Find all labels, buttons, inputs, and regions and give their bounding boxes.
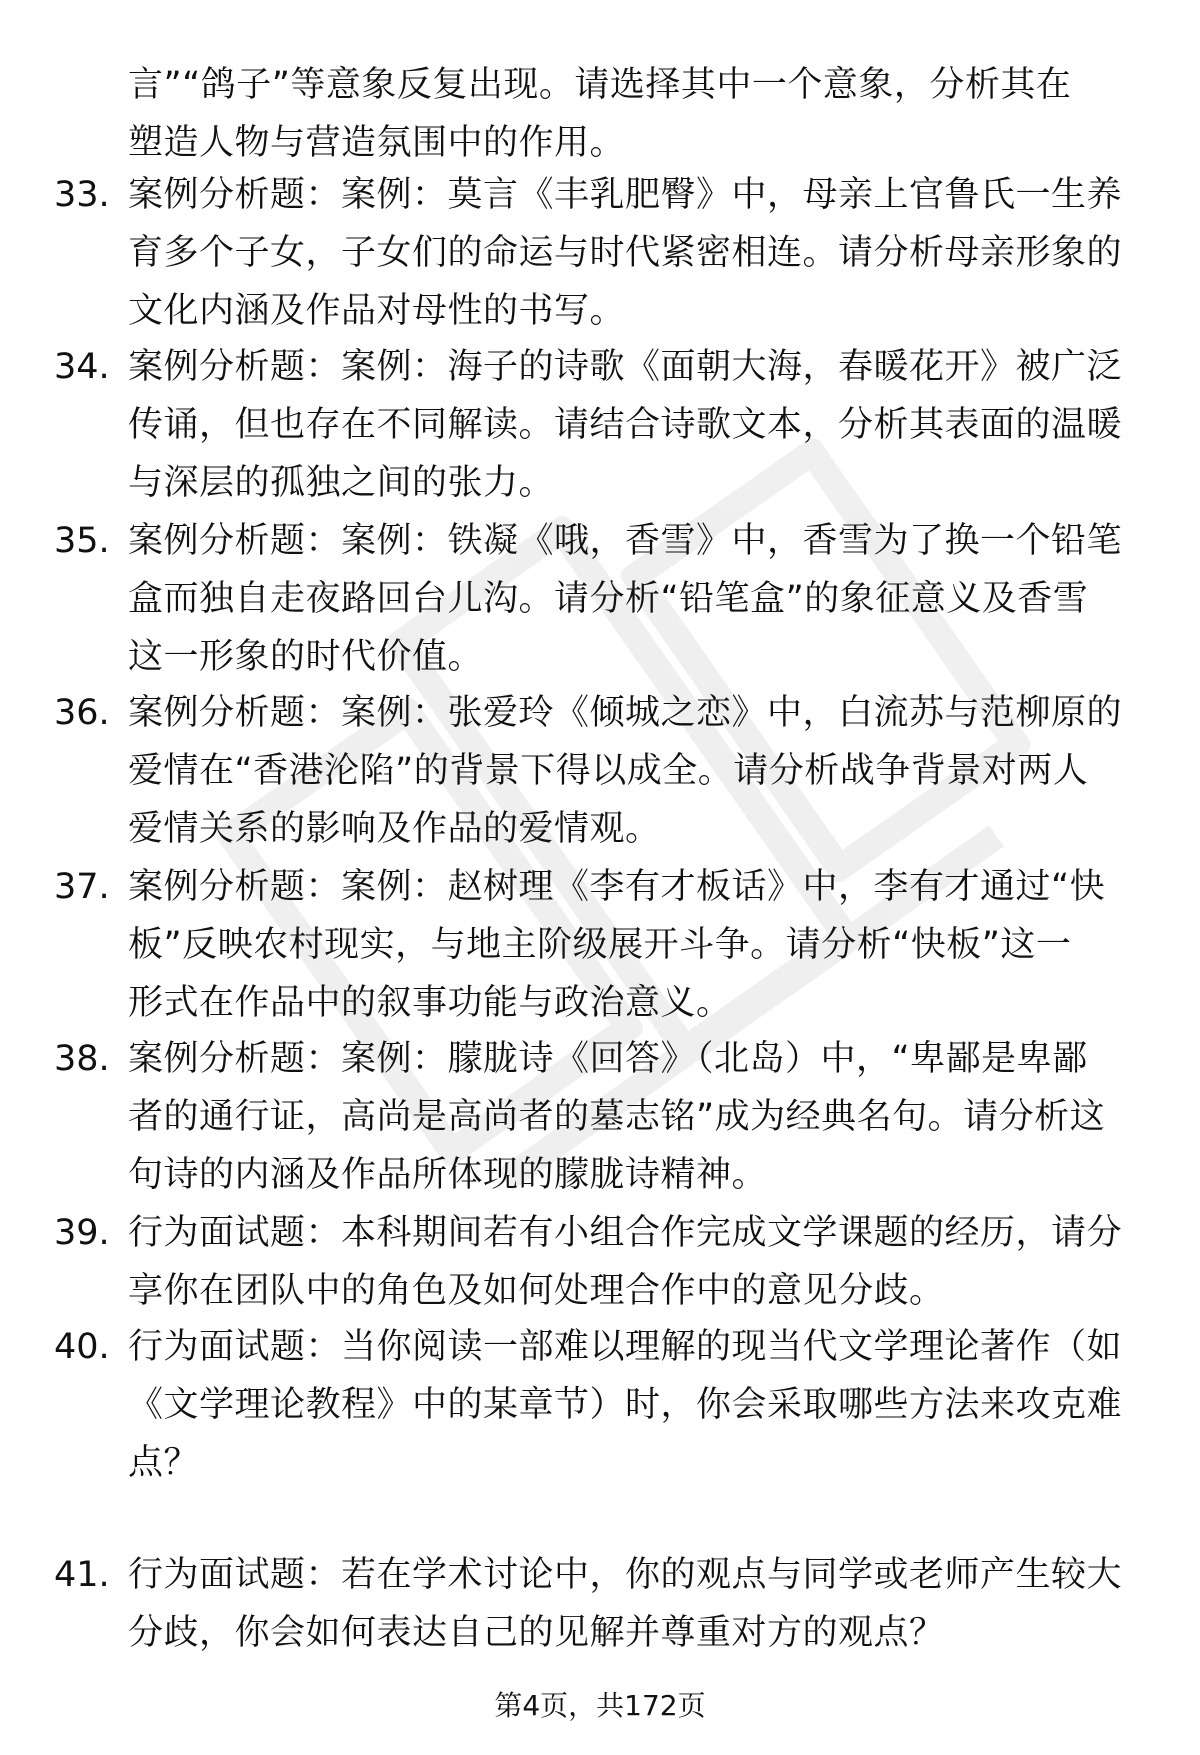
question-line: 点？ — [128, 1443, 200, 1483]
question-number: 38. — [54, 1039, 110, 1079]
question-line: 案例分析题：案例：张爱玲《倾城之恋》中，白流苏与范柳原的 — [128, 693, 1123, 733]
question-number: 34. — [54, 347, 110, 387]
question-line: 形式在作品中的叙事功能与政治意义。 — [128, 983, 732, 1023]
question-line: 《文学理论教程》中的某章节）时，你会采取哪些方法来攻克难 — [128, 1385, 1123, 1425]
question-line: 者的通行证，高尚是高尚者的墓志铭”成为经典名句。请分析这 — [128, 1097, 1106, 1137]
question-number: 36. — [54, 693, 110, 733]
question-line: 分歧，你会如何表达自己的见解并尊重对方的观点？ — [128, 1613, 945, 1653]
question-line: 育多个子女，子女们的命运与时代紧密相连。请分析母亲形象的 — [128, 233, 1123, 273]
question-number: 40. — [54, 1327, 110, 1367]
question-line: 传诵，但也存在不同解读。请结合诗歌文本，分析其表面的温暖 — [128, 405, 1123, 445]
question-line: 与深层的孤独之间的张力。 — [128, 463, 555, 503]
question-line: 句诗的内涵及作品所体现的朦胧诗精神。 — [128, 1155, 768, 1195]
question-line: 享你在团队中的角色及如何处理合作中的意见分歧。 — [128, 1271, 945, 1311]
question-line: 盒而独自走夜路回台儿沟。请分析“铅笔盒”的象征意义及香雪 — [128, 579, 1089, 619]
question-number: 33. — [54, 175, 110, 215]
question-line: 案例分析题：案例：赵树理《李有才板话》中，李有才通过“快 — [128, 867, 1106, 907]
question-line: 言”“鸽子”等意象反复出现。请选择其中一个意象，分析其在 — [128, 65, 1072, 105]
question-line: 这一形象的时代价值。 — [128, 637, 484, 677]
question-number: 41. — [54, 1555, 110, 1595]
question-number: 37. — [54, 867, 110, 907]
question-line: 板”反映农村现实，与地主阶级展开斗争。请分析“快板”这一 — [128, 925, 1072, 965]
question-line: 行为面试题：若在学术讨论中，你的观点与同学或老师产生较大 — [128, 1555, 1123, 1595]
question-line: 文化内涵及作品对母性的书写。 — [128, 291, 626, 331]
question-number: 35. — [54, 521, 110, 561]
question-line: 行为面试题：本科期间若有小组合作完成文学课题的经历，请分 — [128, 1213, 1123, 1253]
question-line: 爱情在“香港沦陷”的背景下得以成全。请分析战争背景对两人 — [128, 751, 1089, 791]
question-line: 案例分析题：案例：铁凝《哦，香雪》中，香雪为了换一个铅笔 — [128, 521, 1123, 561]
question-line: 案例分析题：案例：海子的诗歌《面朝大海，春暖花开》被广泛 — [128, 347, 1123, 387]
question-line: 爱情关系的影响及作品的爱情观。 — [128, 809, 661, 849]
question-number: 39. — [54, 1213, 110, 1253]
question-line: 行为面试题：当你阅读一部难以理解的现当代文学理论著作（如 — [128, 1327, 1123, 1367]
question-line: 塑造人物与营造氛围中的作用。 — [128, 123, 626, 163]
page-number: 第4页，共172页 — [494, 1689, 706, 1722]
question-line: 案例分析题：案例：莫言《丰乳肥臀》中，母亲上官鲁氏一生养 — [128, 175, 1123, 215]
question-line: 案例分析题：案例：朦胧诗《回答》（北岛）中，“卑鄙是卑鄙 — [128, 1039, 1088, 1079]
